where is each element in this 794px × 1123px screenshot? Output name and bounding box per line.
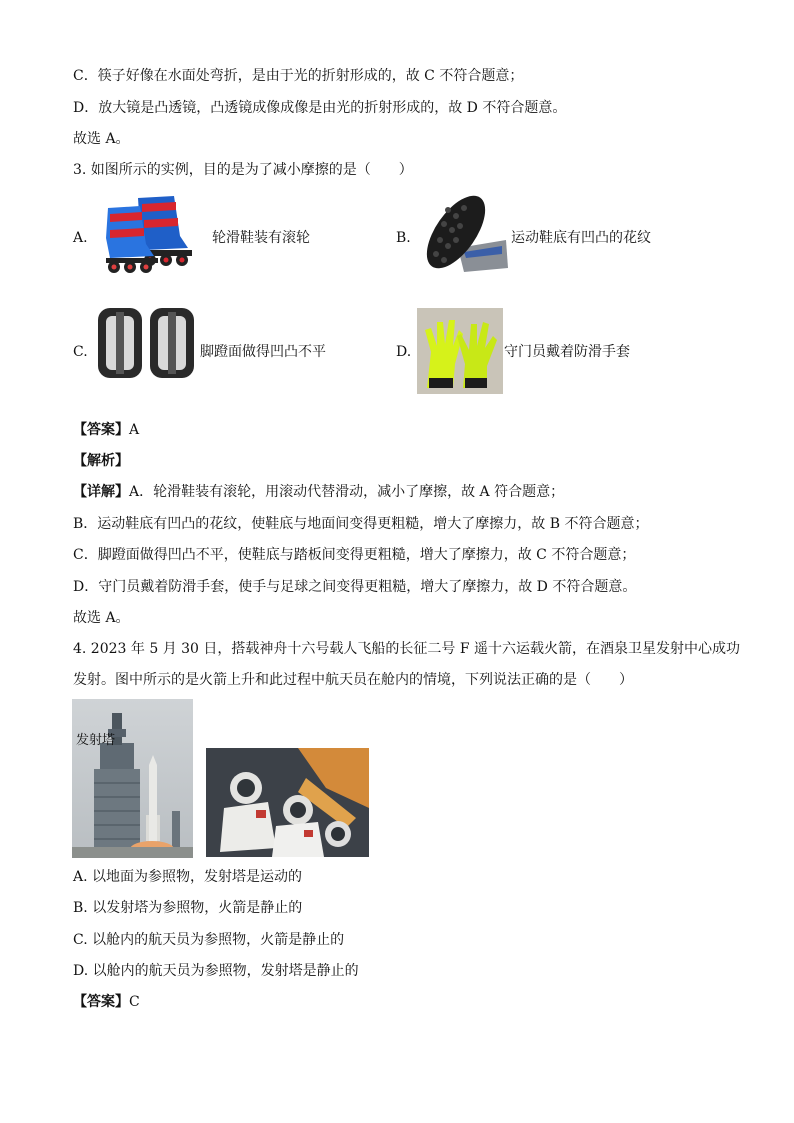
q3-option-c-image-pedals (94, 302, 198, 384)
prev-analysis-c: C．筷子好像在水面处弯折，是由于光的折射形成的，故 C 不符合题意； (73, 68, 524, 84)
q3-option-d-image-goalkeeper-gloves (417, 308, 503, 394)
q3-analysis-label: 【解析】 (73, 453, 129, 469)
glove-icon (417, 308, 503, 394)
q4-image-launch-tower (72, 699, 193, 858)
q3-option-a-image-roller-skate (96, 190, 206, 274)
q3-detail-c: C．脚蹬面做得凹凸不平，使鞋底与踏板间变得更粗糙，增大了摩擦力，故 C 不符合题意； (73, 547, 636, 563)
q4-photo-label-tower: 发射塔 (76, 733, 116, 748)
q3-option-a-text: 轮滑鞋装有滚轮 (212, 230, 310, 246)
q3-detail-d: D．守门员戴着防滑手套，使手与足球之间变得更粗糙，增大了摩擦力，故 D 不符合题意。 (73, 579, 637, 595)
prev-conclusion: 故选 A。 (73, 131, 130, 147)
rocket-launch-icon (72, 699, 193, 858)
q3-answer (73, 420, 139, 440)
q4-option-a: A. 以地面为参照物，发射塔是运动的 (73, 869, 303, 885)
q3-option-d-letter: D. (396, 344, 412, 360)
q3-detail-a (73, 482, 564, 502)
q4-stem-line1: 4. 2023 年 5 月 30 日，搭载神舟十六号载人飞船的长征二号 F 遥十六运载火箭，在酒泉卫星发射中心成功 (73, 641, 741, 657)
q3-stem: 3. 如图所示的实例，目的是为了减小摩擦的是（ ） (73, 162, 413, 178)
q4-option-d: D. 以舱内的航天员为参照物，发射塔是静止的 (73, 963, 359, 979)
q3-option-c-text: 脚蹬面做得凹凸不平 (200, 344, 326, 360)
q3-option-c-letter: C. (73, 344, 88, 360)
q3-option-d-text: 守门员戴着防滑手套 (504, 344, 630, 360)
q4-option-b: B. 以发射塔为参照物，火箭是静止的 (73, 900, 303, 916)
q3-option-a-letter: A. (73, 230, 88, 246)
q4-option-c: C. 以舱内的航天员为参照物，火箭是静止的 (73, 932, 345, 948)
q4-answer-label: 【答案】 (73, 994, 129, 1010)
q3-detail-a-text: A．轮滑鞋装有滚轮，用滚动代替滑动，减小了摩擦，故 A 符合题意； (129, 484, 565, 500)
q3-option-b-letter: B. (396, 230, 411, 246)
q4-image-astronauts (206, 748, 369, 857)
q3-option-b-image-sports-shoe (418, 188, 510, 280)
q3-option-b-text: 运动鞋底有凹凸的花纹 (511, 230, 651, 246)
prev-analysis-d: D．放大镜是凸透镜，凸透镜成像成像是由光的折射形成的，故 D 不符合题意。 (73, 100, 567, 116)
q4-stem-line2: 发射。图中所示的是火箭上升和此过程中航天员在舱内的情境，下列说法正确的是（ ） (73, 672, 633, 688)
astronaut-cabin-icon (206, 748, 369, 857)
q4-answer-value: C (129, 994, 140, 1010)
q3-conclusion: 故选 A。 (73, 610, 130, 626)
q3-detail-b: B．运动鞋底有凹凸的花纹，使鞋底与地面间变得更粗糙，增大了摩擦力，故 B 不符合题意； (73, 516, 649, 532)
q3-answer-label: 【答案】 (73, 422, 129, 438)
q3-answer-value: A (129, 422, 140, 438)
roller-skate-icon (96, 190, 206, 274)
pedal-icon (94, 302, 198, 384)
q4-answer (73, 992, 140, 1012)
sports-shoe-icon (418, 188, 510, 280)
q3-detail-label: 【详解】 (73, 484, 129, 500)
